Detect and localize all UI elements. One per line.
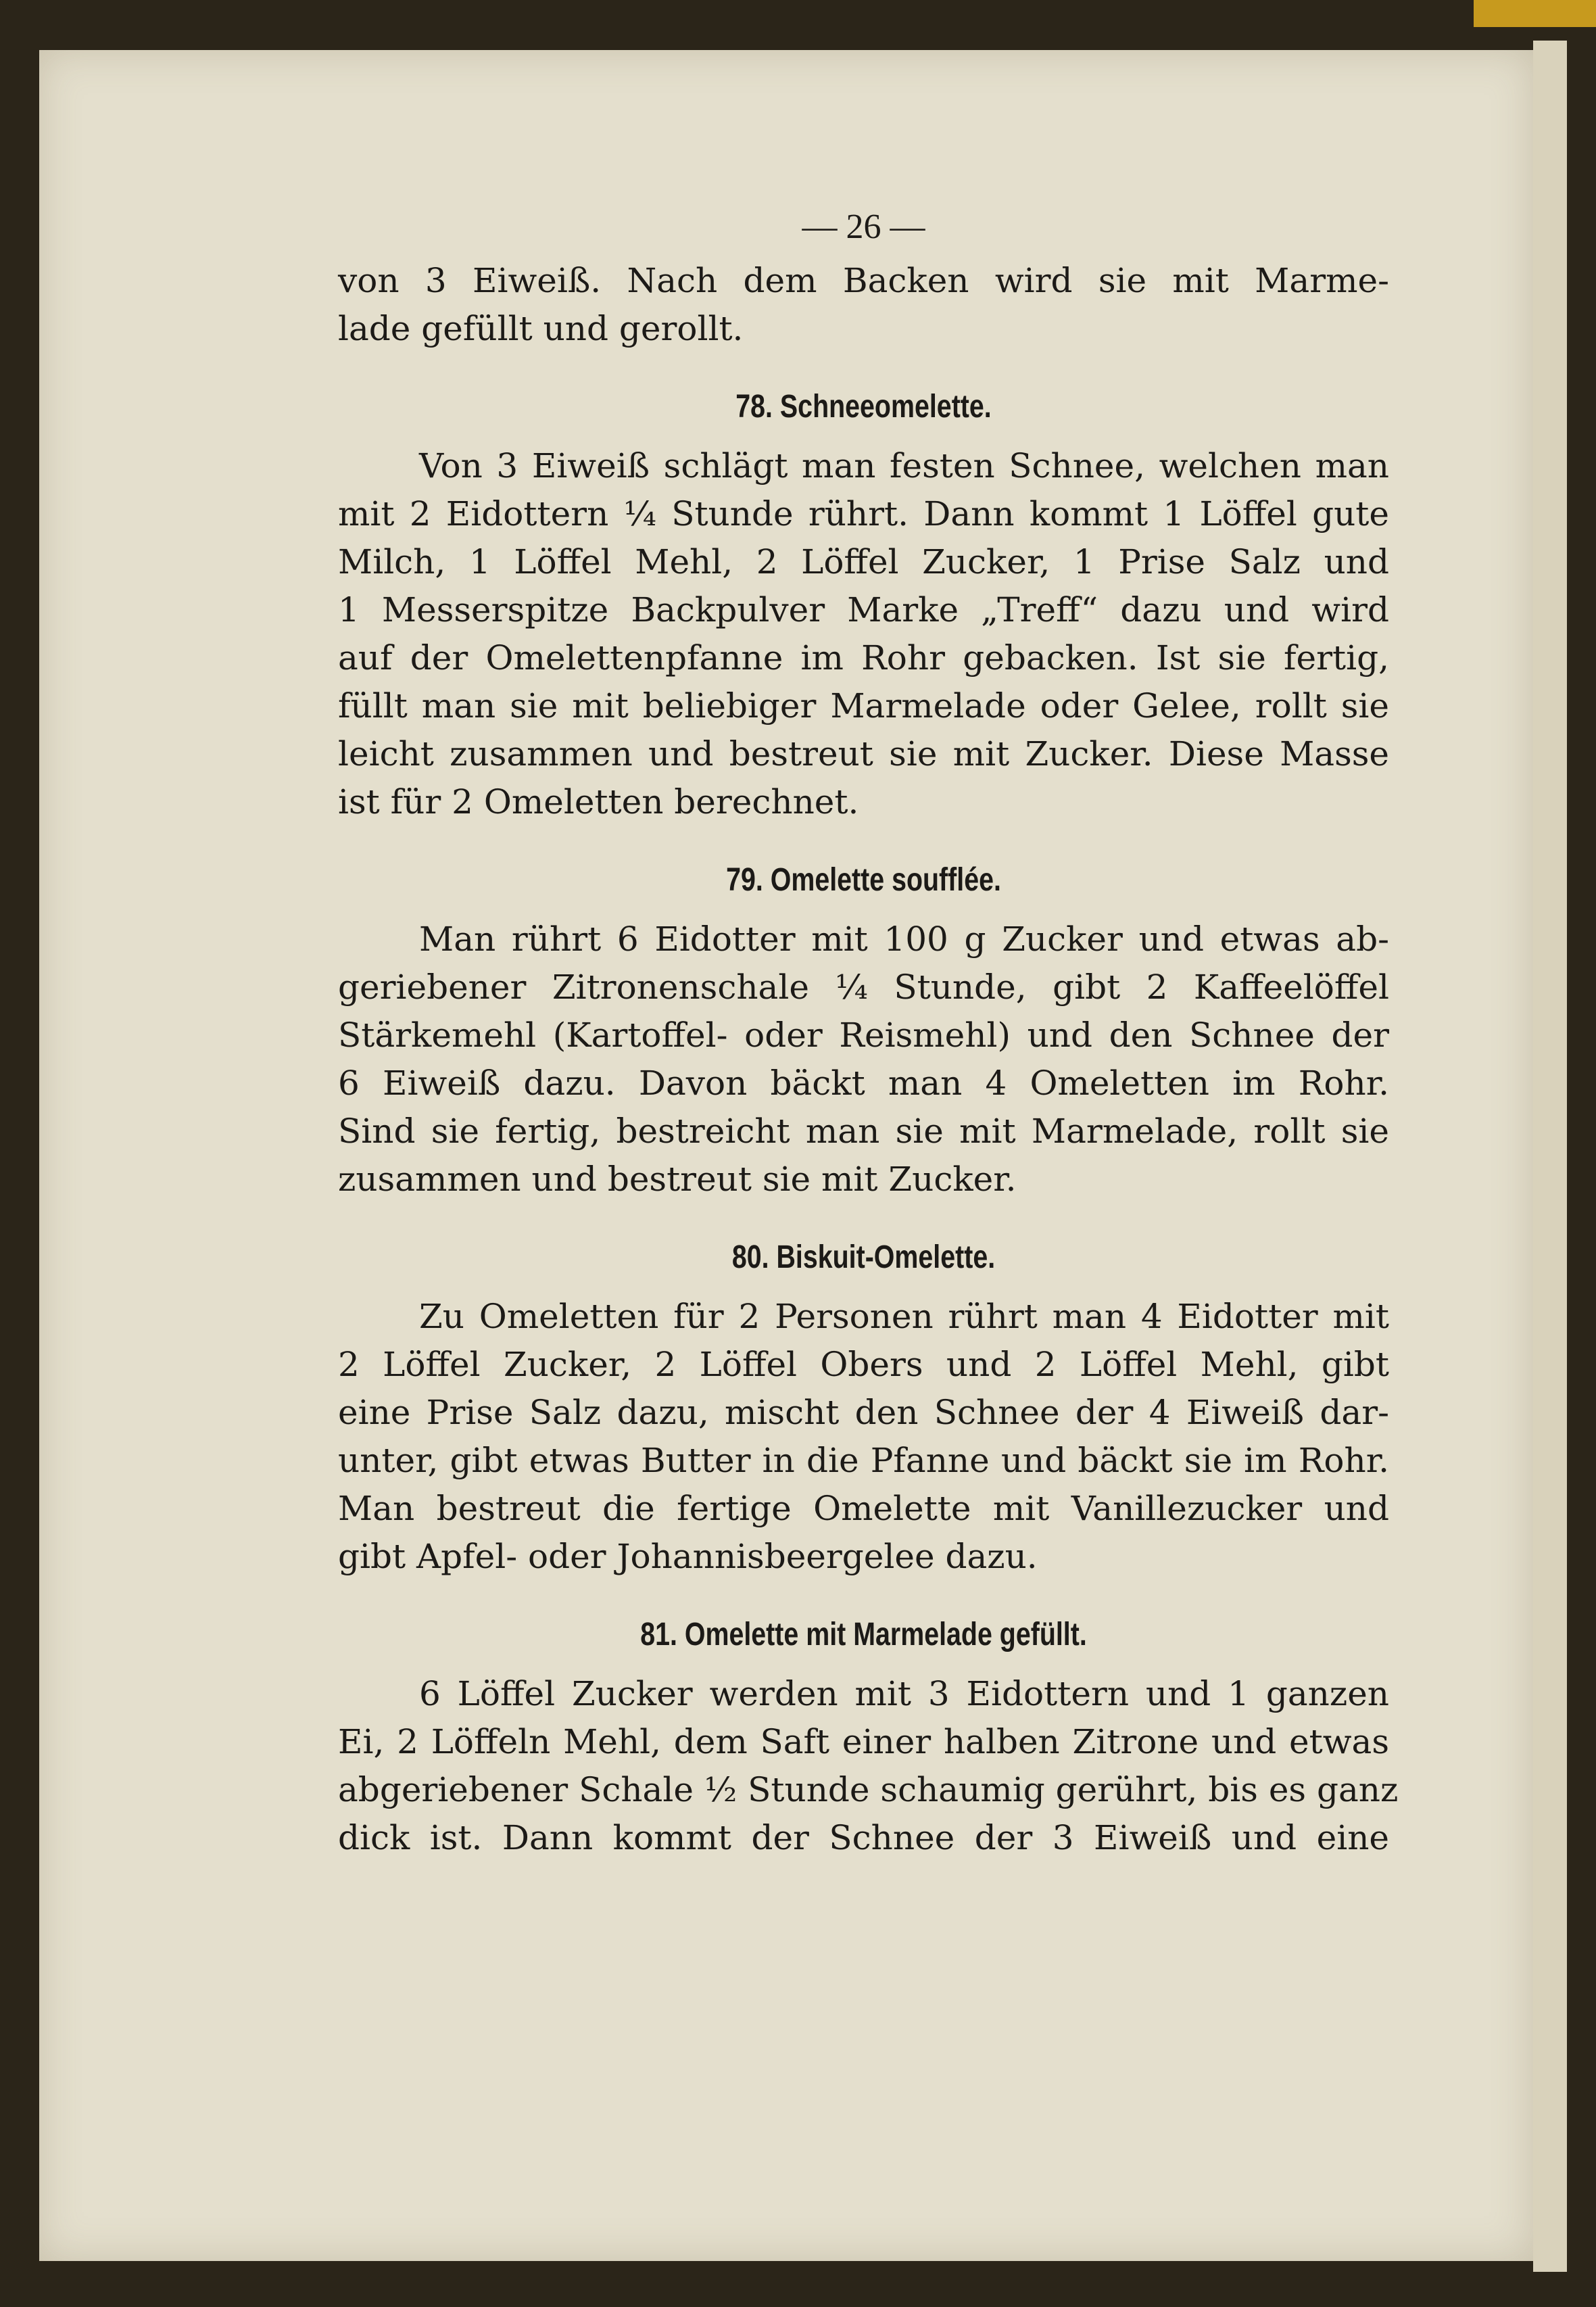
text-line: von 3 Eiweiß. Nach dem Backen wird sie mit Marme- — [338, 261, 1389, 300]
text-line: unter, gibt etwas Butter in die Pfanne und bäckt sie im Rohr. — [338, 1441, 1389, 1480]
next-page-edge — [1533, 41, 1567, 2272]
text-line: ist für 2 Omeletten berechnet. — [338, 782, 859, 822]
text-line: Stärkemehl (Kartoffel- oder Reismehl) und den Schnee der — [338, 1016, 1389, 1055]
recipe-heading-78: 78. Schneeomelette. — [735, 389, 992, 425]
text-line: 1 Messerspitze Backpulver Marke „Treff“ dazu und wird — [338, 590, 1389, 629]
text-line: 2 Löffel Zucker, 2 Löffel Obers und 2 Löffel Mehl, gibt — [338, 1345, 1389, 1384]
text-line: Von 3 Eiweiß schlägt man festen Schnee, welchen man — [419, 446, 1389, 485]
text-line: eine Prise Salz dazu, mischt den Schnee der 4 Eiweiß dar- — [338, 1393, 1389, 1432]
recipe-body-78 — [338, 442, 1389, 826]
recipe-heading-79: 79. Omelette soufflée. — [726, 862, 1001, 898]
text-line: geriebener Zitronenschale ¼ Stunde, gibt 2 Kaffeelöffel — [338, 968, 1389, 1007]
text-line: füllt man sie mit beliebiger Marmelade oder Gelee, rollt sie — [338, 686, 1389, 726]
recipe-heading-81: 81. Omelette mit Marmelade gefüllt. — [640, 1617, 1087, 1652]
text-line: 6 Löffel Zucker werden mit 3 Eidottern und 1 ganzen — [419, 1674, 1389, 1713]
page-text-block — [338, 203, 1399, 1862]
text-line: lade gefüllt und gerollt. — [338, 309, 744, 348]
text-line: dick ist. Dann kommt der Schnee der 3 Eiweiß und eine — [338, 1818, 1389, 1857]
text-line: leicht zusammen und bestreut sie mit Zucker. Diese Masse — [338, 734, 1389, 774]
text-line: Man bestreut die fertige Omelette mit Vanillezucker und — [338, 1489, 1389, 1528]
text-line: auf der Omelettenpfanne im Rohr gebacken. Ist sie fertig, — [338, 638, 1389, 677]
text-line: zusammen und bestreut sie mit Zucker. — [338, 1160, 1017, 1199]
recipe-heading-80: 80. Biskuit-Omelette. — [731, 1239, 996, 1275]
text-line: Zu Omeletten für 2 Personen rührt man 4 Eidotter mit — [419, 1297, 1389, 1336]
text-line: mit 2 Eidottern ¼ Stunde rührt. Dann kommt 1 Löffel gute — [338, 494, 1389, 533]
text-line: Sind sie fertig, bestreicht man sie mit Marmelade, rollt sie — [338, 1112, 1389, 1151]
intro-paragraph — [338, 257, 1389, 353]
page-number: — 26 — — [802, 208, 925, 246]
text-line: abgeriebener Schale ½ Stunde schaumig gerührt, bis es ganz — [338, 1770, 1399, 1809]
text-line: 6 Eiweiß dazu. Davon bäckt man 4 Omeletten im Rohr. — [338, 1064, 1389, 1103]
text-line: gibt Apfel- oder Johannisbeergelee dazu. — [338, 1537, 1038, 1576]
book-edge-strip — [1474, 0, 1596, 27]
text-line: Ei, 2 Löffeln Mehl, dem Saft einer halben Zitrone und etwas — [338, 1722, 1389, 1761]
recipe-body-80 — [338, 1293, 1389, 1581]
recipe-body-79 — [338, 915, 1389, 1204]
recipe-body-81 — [338, 1670, 1399, 1862]
text-line: Milch, 1 Löffel Mehl, 2 Löffel Zucker, 1 Prise Salz und — [338, 542, 1389, 581]
text-line: Man rührt 6 Eidotter mit 100 g Zucker und etwas ab- — [419, 920, 1389, 959]
